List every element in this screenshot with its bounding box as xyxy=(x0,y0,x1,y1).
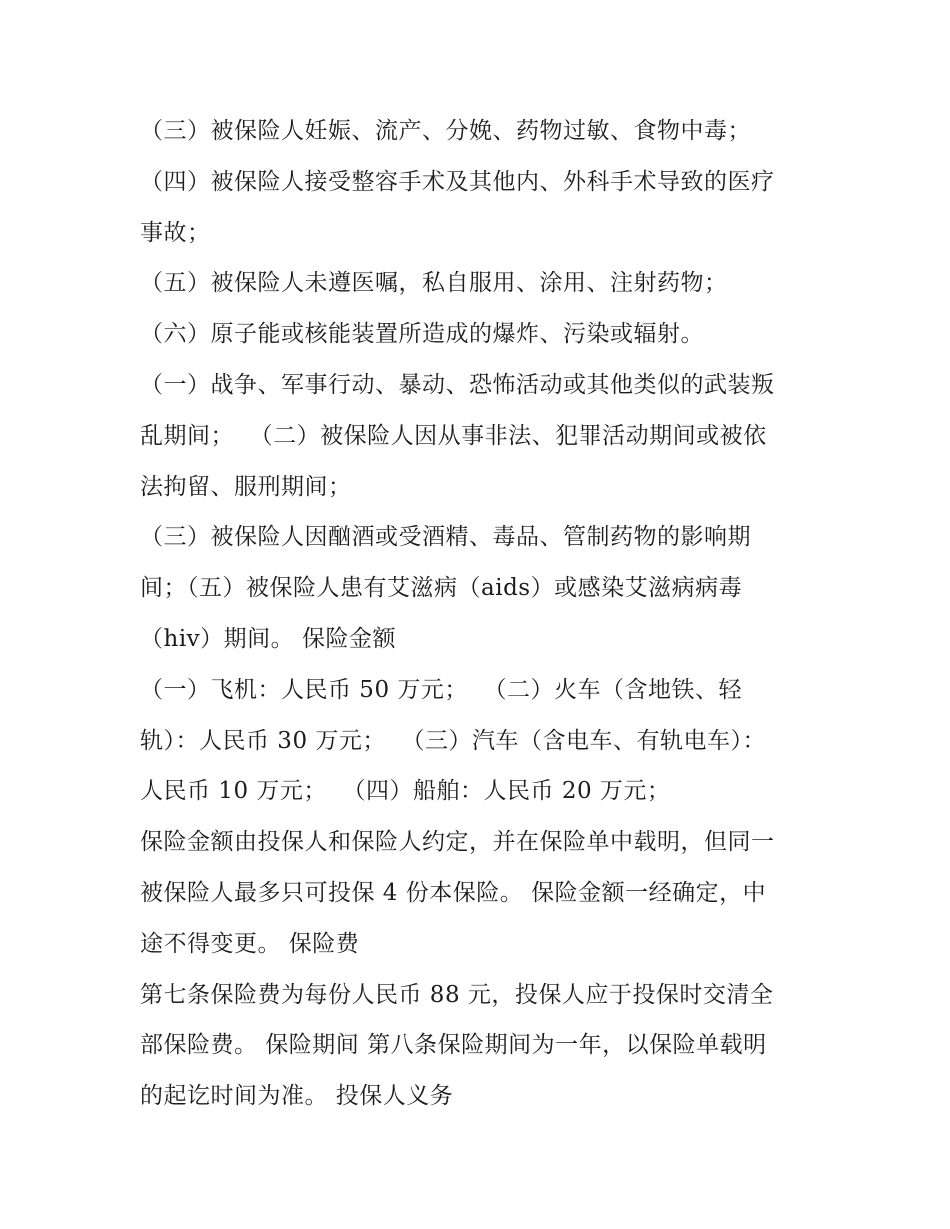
text-line: 轨）：人民币 30 万元； （三）汽车（含电车、有轨电车）： xyxy=(140,727,767,754)
text-line: 间；（五）被保险人患有艾滋病（aids）或感染艾滋病病毒 xyxy=(140,575,743,602)
text-line: （四）被保险人接受整容手术及其他内、外科手术导致的医疗 xyxy=(140,168,775,195)
text-line: 途不得变更。 保险费 xyxy=(140,930,360,957)
text-line: （三）被保险人因酗酒或受酒精、毒品、管制药物的影响期 xyxy=(140,524,751,551)
text-line: （五）被保险人未遵医嘱，私自服用、涂用、注射药物； xyxy=(140,270,728,297)
text-line: 乱期间； （二）被保险人因从事非法、犯罪活动期间或被依 xyxy=(140,422,767,449)
text-line: 第七条保险费为每份人民币 88 元，投保人应于投保时交清全 xyxy=(140,981,774,1008)
text-line: 部保险费。 保险期间 第八条保险期间为一年，以保险单载明 xyxy=(140,1032,767,1059)
text-line: （hiv）期间。 保险金额 xyxy=(140,625,396,652)
text-line: （一）飞机：人民币 50 万元； （二）火车（含地铁、轻 xyxy=(140,676,743,703)
text-line: （一）战争、军事行动、暴动、恐怖活动或其他类似的武装叛 xyxy=(140,371,775,398)
document-body xyxy=(140,106,830,1122)
text-line: 法拘留、服刑期间； xyxy=(140,473,352,500)
text-line: 事故； xyxy=(140,219,211,246)
text-line: 人民币 10 万元； （四）船舶：人民币 20 万元； xyxy=(140,778,671,805)
text-line: （三）被保险人妊娠、流产、分娩、药物过敏、食物中毒； xyxy=(140,118,751,144)
text-line: （六）原子能或核能装置所造成的爆炸、污染或辐射。 xyxy=(140,321,704,348)
text-line: 的起讫时间为准。 投保人义务 xyxy=(140,1083,454,1110)
text-line: 被保险人最多只可投保 4 份本保险。 保险金额一经确定，中 xyxy=(140,879,767,906)
text-line: 保险金额由投保人和保险人约定，并在保险单中载明，但同一 xyxy=(140,829,775,856)
